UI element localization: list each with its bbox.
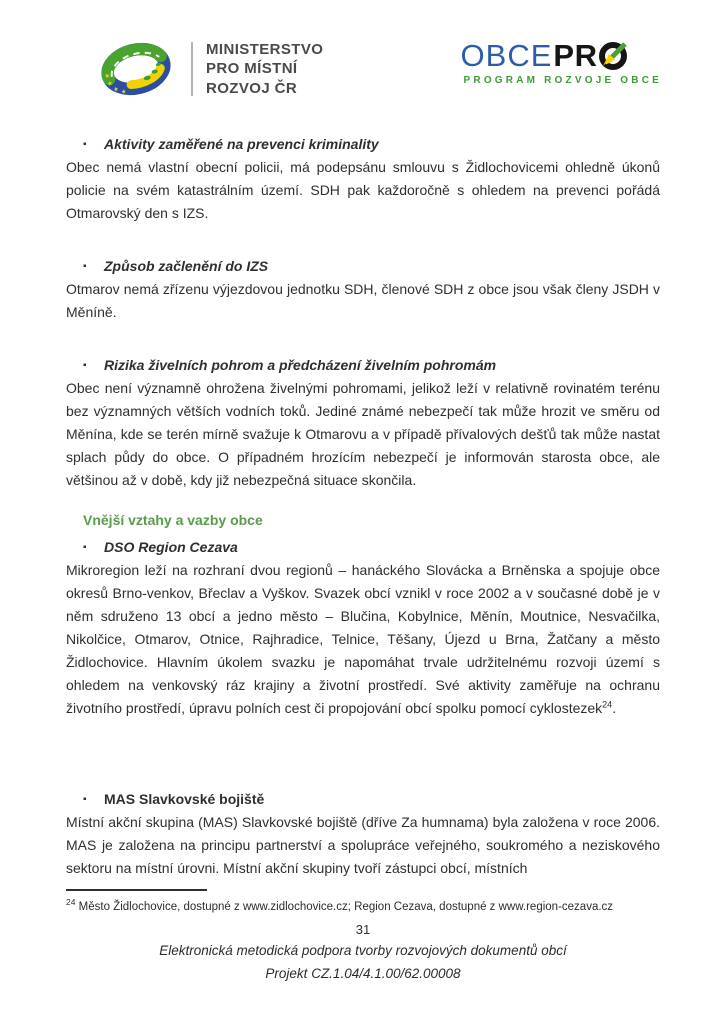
section-paragraph: Místní akční skupina (MAS) Slavkovské bojiště (dříve Za humnama) byla založena v roce 2006. MAS je založena na principu partnerství a spolupráce veřejného, soukromého a neziskového sektoru na místní úrovni. Místní akční skupiny tvoří zástupci obcí, místních [66, 814, 660, 876]
section-mas-slavkovske-bojiste [66, 788, 660, 880]
square-bullet-icon: ▪ [83, 794, 87, 805]
svg-text:★: ★ [103, 72, 111, 81]
obcepro-subtitle: PROGRAM ROZVOJE OBCE [463, 75, 662, 86]
section-heading [83, 255, 660, 278]
page-footer [66, 939, 660, 985]
section-heading-text: DSO Region Cezava [104, 539, 238, 555]
section-rizika-pohrom [66, 354, 660, 492]
ministry-name-line2: PRO MÍSTNÍ [206, 60, 298, 78]
section-paragraph: Obec nemá vlastní obecní policii, má podepsánu smlouvu s Židlochovicemi ohledně úkonů policie na svém katastrálním území. SDH pak každoročně s ohledem na prevenci pořádá Otmarovský den s IZS. [66, 159, 660, 221]
section-heading-text: Aktivity zaměřené na prevenci kriminality [104, 136, 379, 152]
paragraph-suffix: . [612, 700, 617, 716]
section-dso-region-cezava [66, 536, 660, 720]
ministry-name-line3: ROZVOJ ČR [206, 79, 298, 97]
footnote [66, 894, 660, 915]
section-heading [83, 133, 660, 156]
section-paragraph: Obec není významně ohrožena živelnými pohromami, jelikož leží v relativně rovinatém terénu bez významných větších vodních toků. Jediné známé nebezpečí tak může hrozit ve směru od Měnína, kde se terén mírně svažuje k Otmarovu a v případě přívalových dešťů tak může nastat splach půdy do obce. O případném hrozícím nebezpečí je informován starosta obce, ale většinou až v době, kdy již nebezpečná situace skončila. [66, 380, 660, 488]
section-prevence-kriminality [66, 133, 660, 225]
section-heading-text: Způsob začlenění do IZS [104, 258, 269, 274]
footnote-separator-rule [66, 889, 207, 891]
obcepro-word-black: PR [553, 38, 598, 73]
footer-project-code: Projekt CZ.1.04/4.1.00/62.00008 [265, 965, 461, 981]
square-bullet-icon: ▪ [83, 542, 87, 553]
paragraph-text: Mikroregion leží na rozhraní dvou regionů – hanáckého Slovácka a Brněnska a spojuje obce okresů Brno-venkov, Břeclav a Vyškov. Svazek obcí vznikl v roce 2002 a v současné době je v něm sdruženo 13 obcí a jedno město – Blučina, Kobylnice, Měnín, Moutnice, Nesvačilka, Nikolčice, Otmarov, Otnice, Rajhradice, Telnice, Těšany, Újezd u Brna, Žatčany a město Židlochovice. Hlavním úkolem svazku je napomáhat trvale udržitelnému rozvoji území s ohledem na venkovský ráz krajiny a životní prostředí. Své aktivity zaměřuje na ochranu životního prostředí, úpravu polních cest či propojování obcí spolku pomocí cyklostezek [66, 562, 660, 716]
ministry-name-line1: MINISTERSTVO [206, 40, 324, 58]
ministry-logo-icon [94, 38, 178, 100]
ministry-name [206, 40, 323, 99]
section-heading [83, 536, 660, 559]
svg-text:★: ★ [106, 79, 114, 88]
section-paragraph: Otmarov nemá zřízenu výjezdovou jednotku SDH, členové SDH z obce jsou však členy JSDH v Měníně. [66, 281, 660, 320]
obcepro-logo [461, 38, 662, 86]
svg-text:★: ★ [112, 85, 120, 94]
section-heading [83, 354, 660, 377]
svg-text:★: ★ [120, 88, 128, 97]
section-heading [83, 788, 660, 811]
logo-divider [191, 42, 193, 96]
page-header [0, 0, 724, 100]
footnote-area [0, 880, 724, 985]
square-bullet-icon: ▪ [83, 261, 87, 272]
chapter-heading-vnejsi-vztahy: Vnější vztahy a vazby obce [83, 512, 263, 528]
obcepro-wordmark [461, 40, 629, 72]
square-bullet-icon: ▪ [83, 139, 87, 150]
obcepro-word-blue: OBCE [460, 38, 553, 73]
ministry-logo [94, 38, 323, 100]
footer-project-title: Elektronická metodická podpora tvorby rozvojových dokumentů obcí [159, 942, 567, 958]
obcepro-o-pencil-icon [598, 41, 628, 71]
section-heading-text: MAS Slavkovské bojiště [104, 791, 265, 807]
page-number: 31 [355, 921, 371, 937]
document-content [0, 100, 724, 880]
footnote-text: Město Židlochovice, dostupné z www.zidlochovice.cz; Region Cezava, dostupné z www.region-cezava.cz [75, 900, 614, 913]
section-heading-text: Rizika živelních pohrom a předcházení živelním pohromám [104, 357, 497, 373]
footnote-marker: 24 [66, 897, 76, 907]
square-bullet-icon: ▪ [83, 360, 87, 371]
footnote-reference: 24 [602, 699, 613, 710]
section-paragraph [66, 559, 660, 720]
section-zacleneni-izs [66, 255, 660, 324]
